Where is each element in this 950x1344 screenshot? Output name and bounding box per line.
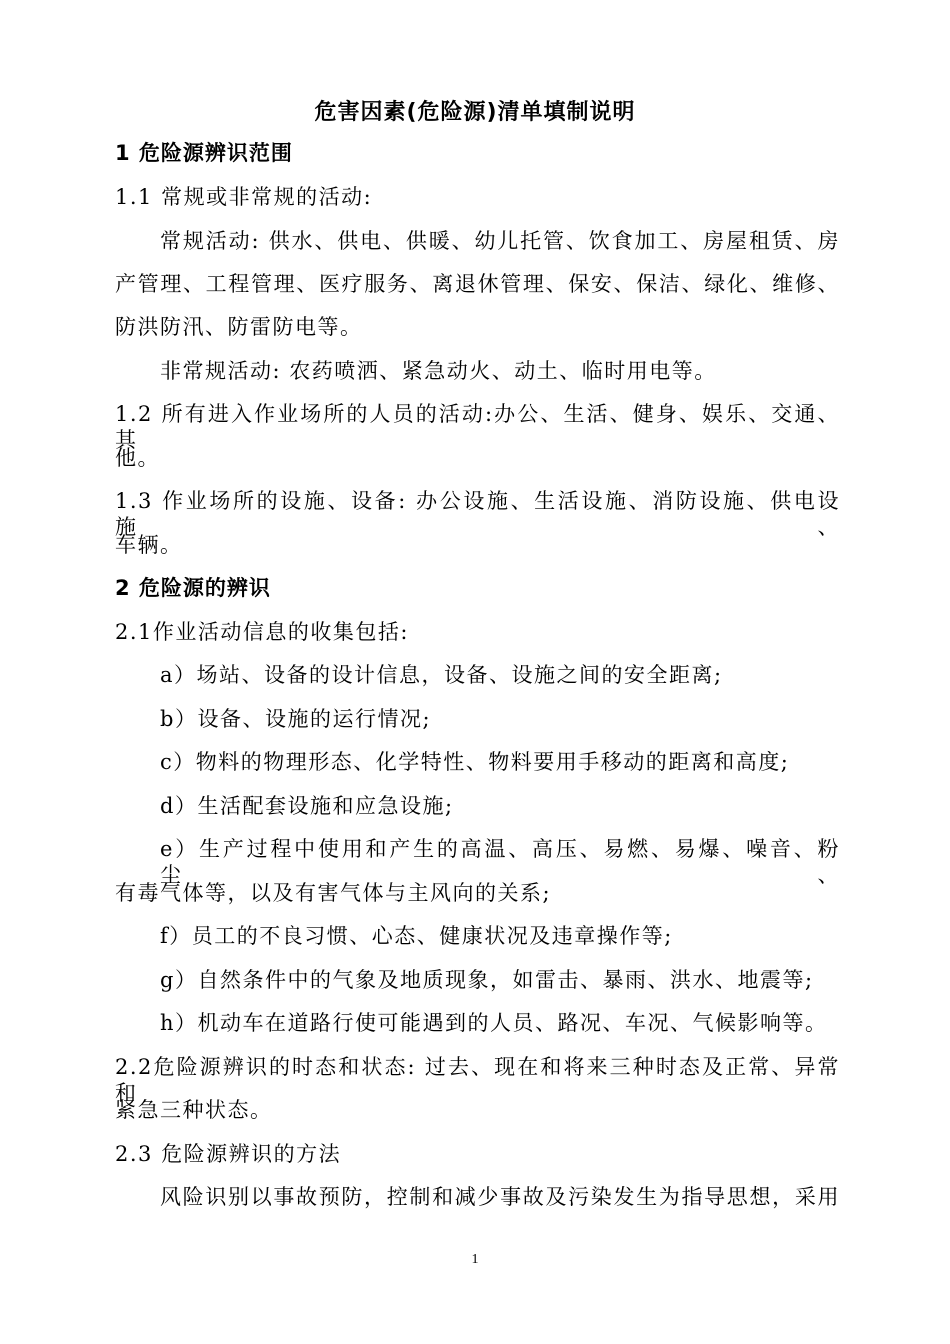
paragraph-line: 车辆。 [115, 533, 183, 557]
paragraph-line: 他。 [115, 446, 160, 470]
subsection-2-1: 2.1作业活动信息的收集包括: [115, 620, 409, 644]
paragraph-line: 产管理、工程管理、医疗服务、离退休管理、保安、保洁、绿化、维修、 [115, 272, 840, 296]
subsection-2-3: 2.3 危险源辨识的方法 [115, 1142, 342, 1166]
list-item: b）设备、设施的运行情况; [160, 707, 432, 731]
section-heading-1: 1 危险源辨识范围 [115, 141, 293, 165]
paragraph-line: 风险识别以事故预防，控制和减少事故及污染发生为指导思想，采用 [160, 1185, 840, 1209]
list-item: a）场站、设备的设计信息，设备、设施之间的安全距离; [160, 663, 723, 687]
document-title: 危害因素(危险源)清单填制说明 [314, 100, 636, 125]
paragraph-line: 防洪防汛、防雷防电等。 [115, 315, 363, 339]
list-item: f）员工的不良习惯、心态、健康状况及违章操作等; [160, 924, 673, 948]
subsection-1-2: 1.2 所有进入作业场所的人员的活动:办公、生活、健身、娱乐、交通、其 [115, 402, 840, 452]
list-item: h）机动车在道路行使可能遇到的人员、路况、车况、气候影响等。 [160, 1011, 828, 1035]
paragraph-line: 紧急三种状态。 [115, 1098, 273, 1122]
paragraph-line: 有毒气体等，以及有害气体与主风向的关系; [115, 881, 552, 905]
list-item: c）物料的物理形态、化学特性、物料要用手移动的距离和高度; [160, 750, 790, 774]
paragraph-line: 非常规活动: 农药喷洒、紧急动火、动土、临时用电等。 [160, 359, 717, 383]
subsection-1-1: 1.1 常规或非常规的活动: [115, 185, 373, 209]
subsection-2-2: 2.2危险源辨识的时态和状态: 过去、现在和将来三种时态及正常、异常和 [115, 1055, 840, 1105]
list-item: e）生产过程中使用和产生的高温、高压、易燃、易爆、噪音、粉尘、 [160, 837, 840, 887]
list-item: g）自然条件中的气象及地质现象，如雷击、暴雨、洪水、地震等; [160, 968, 814, 992]
page-number: 1 [471, 1252, 479, 1267]
subsection-1-3: 1.3 作业场所的设施、设备: 办公设施、生活设施、消防设施、供电设施、 [115, 489, 840, 539]
paragraph-line: 常规活动: 供水、供电、供暖、幼儿托管、饮食加工、房屋租赁、房 [160, 229, 840, 253]
section-heading-2: 2 危险源的辨识 [115, 576, 271, 600]
list-item: d）生活配套设施和应急设施; [160, 794, 454, 818]
